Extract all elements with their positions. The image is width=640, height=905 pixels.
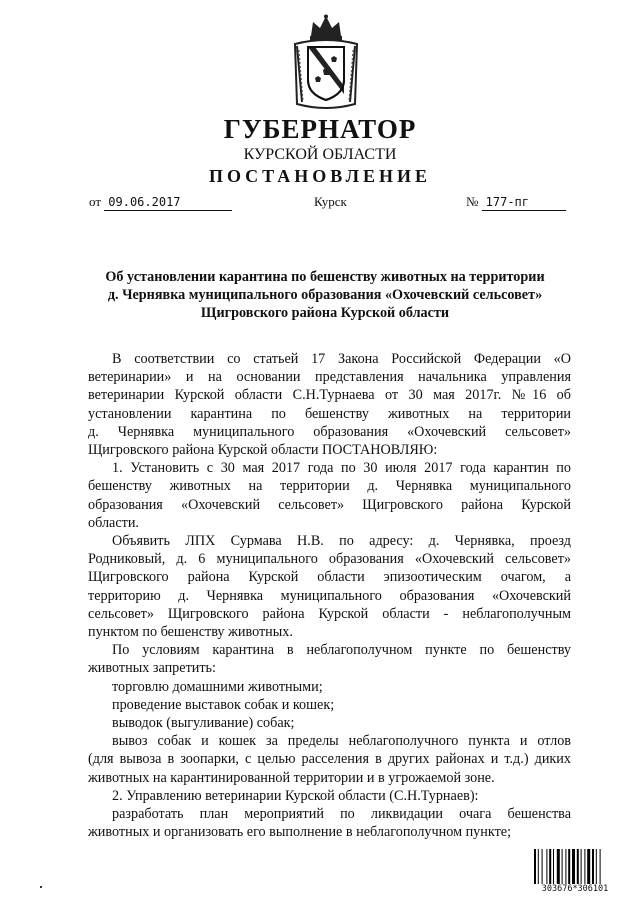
barcode-number: 303676*306101 — [530, 884, 620, 894]
body-line: торговлю домашними животными; — [112, 678, 323, 695]
body-line: проведение выставок собак и кошек; — [112, 696, 335, 713]
body-line: животных запретить: — [88, 660, 216, 677]
body-line: установлении карантина по бешенству животных на территории — [88, 405, 571, 422]
document-title — [70, 268, 580, 322]
body-line: д. Чернявка муниципального образования «Охочевский сельсовет» — [88, 423, 571, 440]
document-body — [88, 350, 571, 841]
date-prefix: от — [89, 194, 102, 209]
page-title: ГУБЕРНАТОР — [223, 114, 417, 144]
body-line: Родниковый, д. 6 муниципального образования «Охочевский сельсовет» — [88, 551, 571, 568]
body-line: области. — [88, 514, 139, 531]
body-line: разработать план мероприятий по ликвидации очага бешенства — [112, 806, 571, 823]
title-line: д. Чернявка муниципального образования «Охочевский сельсовет» — [107, 287, 543, 303]
body-line: В соответствии со статьей 17 Закона Российской Федерации «О — [112, 351, 571, 367]
date-field — [89, 194, 232, 211]
number-prefix: № — [466, 194, 479, 209]
body-line: Щигровского района Курской области ПОСТАНОВЛЯЮ: — [88, 442, 438, 459]
body-line: вывоз собак и кошек за пределы неблагополучного пункта и отлов — [112, 733, 571, 750]
city-label: Курск — [314, 194, 347, 209]
body-line: выводок (выгуливание) собак; — [112, 715, 295, 732]
body-line: 2. Управлению ветеринарии Курской области (С.Н.Турнаев): — [112, 787, 479, 804]
coat-of-arms-icon — [293, 14, 359, 112]
body-line: территорию д. Чернявка муниципального образования «Охочевский — [88, 587, 571, 604]
body-line: ветеринарии» и на основании представления начальника управления — [88, 369, 571, 386]
title-line: Об установлении карантина по бешенству животных на территории — [105, 269, 545, 285]
body-line: пунктом по бешенству животных. — [88, 624, 293, 641]
body-line: 1. Установить с 30 мая 2017 года по 30 июля 2017 года карантин по — [112, 460, 571, 477]
body-line: Объявить ЛПХ Сурмава Н.В. по адресу: д. Чернявка, проезд — [112, 533, 571, 550]
body-line: По условиям карантина в неблагополучном пункте по бешенству — [112, 642, 571, 659]
body-line: животных на карантинированной территории и в угрожаемой зоне. — [88, 769, 495, 786]
region-subtitle: КУРСКОЙ ОБЛАСТИ — [243, 146, 397, 163]
body-line: (для вывоза в зоопарки, с целью расселения в других районах и т.д.) диких — [88, 751, 571, 768]
body-line: бешенству животных на территории д. Чернявка муниципального — [88, 478, 571, 495]
number-field — [466, 194, 566, 211]
scan-mark — [40, 886, 42, 888]
body-line: образования «Охочевский сельсовет» Щигровского района Курской — [88, 496, 571, 513]
body-line: ветеринарии Курской области С.Н.Турнаева от 30 мая 2017г. №16 об — [88, 387, 571, 404]
body-line: Щигровского района Курской области эпизоотическим очагом, а — [88, 569, 571, 586]
number-value: 177-пг — [482, 194, 566, 211]
document-type: ПОСТАНОВЛЕНИЕ — [208, 166, 432, 186]
body-line: сельсовет» Щигровского района Курской области - неблагополучным — [88, 605, 571, 622]
title-line: Щигровского района Курской области — [200, 305, 450, 321]
date-value: 09.06.2017 — [104, 194, 232, 211]
body-line: животных и организовать его выполнение в неблагополучном пункте; — [88, 824, 512, 841]
